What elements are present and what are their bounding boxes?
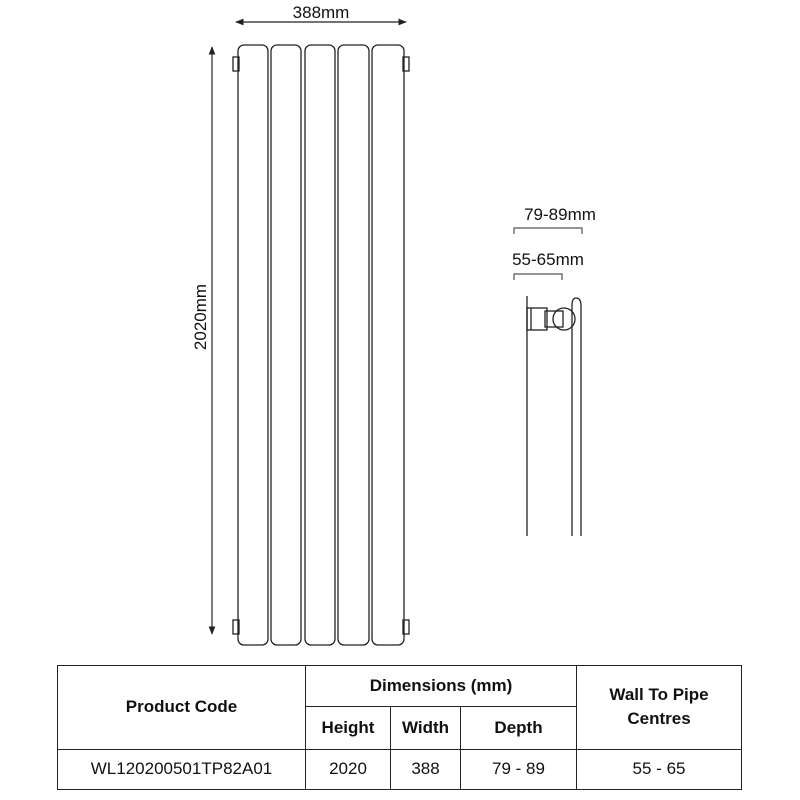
width-label: 388mm [292, 3, 350, 22]
depth-cell: 79 - 89 [461, 749, 577, 789]
depth-dimension [514, 205, 596, 234]
dimensions-header: Dimensions (mm) [306, 666, 577, 707]
depth-header: Depth [461, 707, 577, 749]
width-header: Width [391, 707, 461, 749]
wall-to-pipe-cell: 55 - 65 [577, 749, 742, 789]
height-header: Height [306, 707, 391, 749]
product-code-cell: WL120200501TP82A01 [58, 749, 306, 789]
wall-to-pipe-header-line1: Wall To Pipe [609, 685, 709, 705]
panel-profile [572, 298, 581, 536]
radiator-column-4 [338, 45, 369, 645]
product-code-header: Product Code [58, 666, 306, 750]
radiator-column-2 [271, 45, 301, 645]
width-cell: 388 [391, 749, 461, 789]
pipe-centres-label: 55-65mm [512, 250, 584, 269]
height-dimension [191, 47, 212, 634]
radiator-front-view [233, 45, 409, 645]
table-row [58, 749, 742, 789]
radiator-column-5 [372, 45, 404, 645]
height-cell: 2020 [306, 749, 391, 789]
width-dimension [236, 3, 406, 22]
radiator-column-1 [238, 45, 268, 645]
height-label: 2020mm [191, 283, 210, 351]
side-bracket [527, 308, 547, 330]
radiator-side-view [527, 296, 581, 536]
wall-to-pipe-header [577, 666, 742, 750]
radiator-column-3 [305, 45, 335, 645]
product-spec-table [57, 665, 742, 790]
pipe-centres-dimension [512, 250, 584, 280]
wall-to-pipe-header-line2: Centres [627, 709, 691, 729]
depth-label: 79-89mm [524, 205, 596, 224]
